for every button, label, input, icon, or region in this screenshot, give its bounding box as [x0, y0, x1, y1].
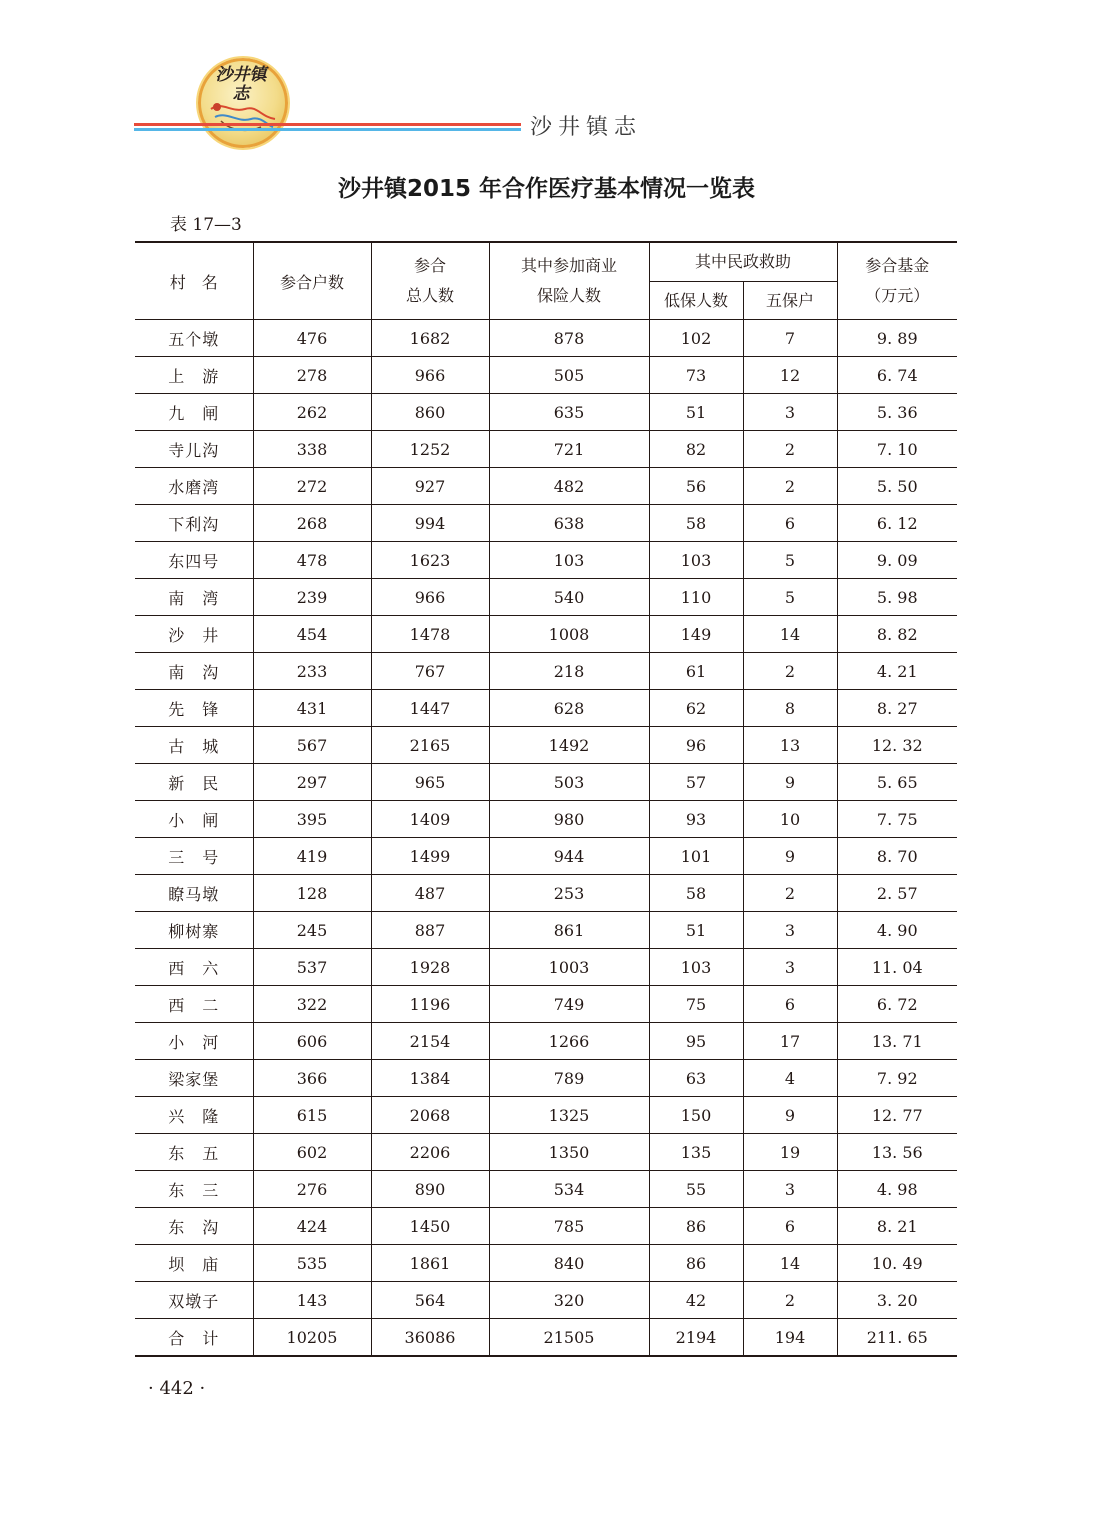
cell-commercial-insured: 218	[489, 653, 649, 690]
cell-commercial-insured: 635	[489, 394, 649, 431]
cell-households: 567	[253, 727, 371, 764]
cell-wubao-count: 2	[743, 431, 837, 468]
cell-households: 537	[253, 949, 371, 986]
cell-village-name: 九 闸	[135, 394, 253, 431]
cell-wubao-count: 7	[743, 320, 837, 357]
table-row	[135, 801, 957, 838]
table-row	[135, 1097, 957, 1134]
table-row	[135, 616, 957, 653]
cell-total-people: 966	[371, 357, 489, 394]
cell-wubao-count: 14	[743, 1245, 837, 1282]
cell-wubao-count: 17	[743, 1023, 837, 1060]
cell-wubao-count: 10	[743, 801, 837, 838]
cell-wubao-count: 2	[743, 653, 837, 690]
page-number: · 442 ·	[148, 1378, 206, 1399]
cell-households: 239	[253, 579, 371, 616]
table-row	[135, 690, 957, 727]
header-rule-red	[134, 123, 521, 126]
cell-village-name: 东四号	[135, 542, 253, 579]
cell-commercial-insured: 1008	[489, 616, 649, 653]
cell-households: 419	[253, 838, 371, 875]
cell-dibao-count: 73	[649, 357, 743, 394]
column-header-commercial-insurance: 其中参加商业 保险人数	[489, 242, 649, 320]
cell-dibao-count: 95	[649, 1023, 743, 1060]
cell-village-name: 小 闸	[135, 801, 253, 838]
cell-dibao-count: 86	[649, 1245, 743, 1282]
cell-fund-amount: 6. 72	[837, 986, 957, 1023]
cell-households: 395	[253, 801, 371, 838]
table-row	[135, 1282, 957, 1319]
cell-wubao-count: 2	[743, 468, 837, 505]
cell-households: 535	[253, 1245, 371, 1282]
cell-total-people: 887	[371, 912, 489, 949]
cell-wubao-count: 14	[743, 616, 837, 653]
table-row	[135, 1134, 957, 1171]
cell-dibao-count: 61	[649, 653, 743, 690]
cell-wubao-count: 2	[743, 1282, 837, 1319]
cell-total-people: 2206	[371, 1134, 489, 1171]
cell-total-people: 1682	[371, 320, 489, 357]
table-row	[135, 912, 957, 949]
cell-village-name: 上 游	[135, 357, 253, 394]
cell-village-name: 先 锋	[135, 690, 253, 727]
cell-total-people: 1447	[371, 690, 489, 727]
cell-fund-amount: 5. 50	[837, 468, 957, 505]
cell-fund-amount: 4. 90	[837, 912, 957, 949]
cell-village-name: 南 湾	[135, 579, 253, 616]
cell-dibao-count: 101	[649, 838, 743, 875]
cell-fund-amount: 5. 65	[837, 764, 957, 801]
cell-commercial-insured: 840	[489, 1245, 649, 1282]
cell-wubao-count: 19	[743, 1134, 837, 1171]
table-number: 表 17—3	[170, 215, 242, 235]
cell-total-people: 767	[371, 653, 489, 690]
cell-commercial-insured: 1003	[489, 949, 649, 986]
cell-commercial-insured: 253	[489, 875, 649, 912]
cell-total-people: 1623	[371, 542, 489, 579]
cell-wubao-count: 12	[743, 357, 837, 394]
cell-total-people: 487	[371, 875, 489, 912]
cell-wubao-count: 13	[743, 727, 837, 764]
cell-wubao-count: 9	[743, 764, 837, 801]
cell-households: 262	[253, 394, 371, 431]
cell-households: 297	[253, 764, 371, 801]
cell-total-people: 994	[371, 505, 489, 542]
cell-total-people: 890	[371, 1171, 489, 1208]
cell-households: 602	[253, 1134, 371, 1171]
cell-dibao-count: 51	[649, 394, 743, 431]
cell-fund-amount: 6. 74	[837, 357, 957, 394]
cell-total-people: 860	[371, 394, 489, 431]
cell-village-name: 东 沟	[135, 1208, 253, 1245]
cell-village-name: 西 二	[135, 986, 253, 1023]
cell-commercial-insured: 789	[489, 1060, 649, 1097]
table-row	[135, 727, 957, 764]
cell-households: 615	[253, 1097, 371, 1134]
cell-village-name: 三 号	[135, 838, 253, 875]
cell-dibao-count: 63	[649, 1060, 743, 1097]
cell-fund-amount: 9. 89	[837, 320, 957, 357]
table-row	[135, 1023, 957, 1060]
table-row	[135, 431, 957, 468]
cell-households: 272	[253, 468, 371, 505]
medical-cooperation-table	[135, 241, 957, 1357]
cell-fund-amount: 7. 75	[837, 801, 957, 838]
cell-commercial-insured: 1266	[489, 1023, 649, 1060]
cell-households: 478	[253, 542, 371, 579]
cell-commercial-insured: 503	[489, 764, 649, 801]
cell-dibao-count: 56	[649, 468, 743, 505]
cell-wubao-count: 2	[743, 875, 837, 912]
cell-village-name: 坝 庙	[135, 1245, 253, 1282]
cell-fund-amount: 2. 57	[837, 875, 957, 912]
cell-dibao-count: 75	[649, 986, 743, 1023]
cell-dibao-count: 42	[649, 1282, 743, 1319]
cell-village-name: 五个墩	[135, 320, 253, 357]
cell-village-name: 古 城	[135, 727, 253, 764]
table-row	[135, 394, 957, 431]
cell-village-name: 梁家堡	[135, 1060, 253, 1097]
cell-dibao-count: 57	[649, 764, 743, 801]
cell-commercial-insured: 505	[489, 357, 649, 394]
cell-commercial-insured: 103	[489, 542, 649, 579]
column-header-wubao: 五保户	[743, 282, 837, 320]
cell-commercial-insured: 21505	[489, 1319, 649, 1357]
cell-households: 245	[253, 912, 371, 949]
cell-village-name: 南 沟	[135, 653, 253, 690]
cell-village-name: 兴 隆	[135, 1097, 253, 1134]
table-row	[135, 542, 957, 579]
cell-households: 276	[253, 1171, 371, 1208]
cell-dibao-count: 103	[649, 949, 743, 986]
cell-households: 10205	[253, 1319, 371, 1357]
cell-fund-amount: 5. 98	[837, 579, 957, 616]
cell-total-people: 1928	[371, 949, 489, 986]
header-rule-blue	[134, 128, 521, 131]
cell-households: 606	[253, 1023, 371, 1060]
cell-commercial-insured: 861	[489, 912, 649, 949]
cell-fund-amount: 7. 92	[837, 1060, 957, 1097]
book-title: 沙井镇志	[530, 115, 643, 140]
cell-total-people: 1478	[371, 616, 489, 653]
table-row	[135, 468, 957, 505]
cell-wubao-count: 6	[743, 505, 837, 542]
table-body	[135, 320, 957, 1357]
column-header-households: 参合户数	[253, 242, 371, 320]
cell-fund-amount: 4. 21	[837, 653, 957, 690]
table-row	[135, 653, 957, 690]
table-title: 沙井镇2015 年合作医疗基本情况一览表	[337, 176, 756, 202]
cell-fund-amount: 4. 98	[837, 1171, 957, 1208]
cell-households: 424	[253, 1208, 371, 1245]
cell-dibao-count: 82	[649, 431, 743, 468]
cell-wubao-count: 8	[743, 690, 837, 727]
cell-fund-amount: 12. 32	[837, 727, 957, 764]
cell-households: 366	[253, 1060, 371, 1097]
cell-commercial-insured: 878	[489, 320, 649, 357]
cell-village-name: 合 计	[135, 1319, 253, 1357]
table-row	[135, 1245, 957, 1282]
cell-commercial-insured: 1492	[489, 727, 649, 764]
cell-total-people: 564	[371, 1282, 489, 1319]
page-header	[0, 0, 1093, 150]
cell-village-name: 柳树寨	[135, 912, 253, 949]
cell-households: 322	[253, 986, 371, 1023]
cell-dibao-count: 149	[649, 616, 743, 653]
table-row	[135, 505, 957, 542]
cell-total-people: 2165	[371, 727, 489, 764]
cell-fund-amount: 5. 36	[837, 394, 957, 431]
cell-dibao-count: 2194	[649, 1319, 743, 1357]
cell-dibao-count: 96	[649, 727, 743, 764]
cell-households: 268	[253, 505, 371, 542]
cell-village-name: 新 民	[135, 764, 253, 801]
cell-village-name: 下利沟	[135, 505, 253, 542]
cell-fund-amount: 3. 20	[837, 1282, 957, 1319]
cell-village-name: 西 六	[135, 949, 253, 986]
cell-total-people: 1409	[371, 801, 489, 838]
cell-dibao-count: 58	[649, 875, 743, 912]
cell-households: 338	[253, 431, 371, 468]
cell-village-name: 水磨湾	[135, 468, 253, 505]
cell-dibao-count: 55	[649, 1171, 743, 1208]
cell-wubao-count: 194	[743, 1319, 837, 1357]
cell-fund-amount: 11. 04	[837, 949, 957, 986]
cell-commercial-insured: 944	[489, 838, 649, 875]
column-header-fund: 参合基金 （万元）	[837, 242, 957, 320]
cell-dibao-count: 62	[649, 690, 743, 727]
cell-total-people: 1196	[371, 986, 489, 1023]
cell-village-name: 东 三	[135, 1171, 253, 1208]
cell-dibao-count: 150	[649, 1097, 743, 1134]
column-header-dibao: 低保人数	[649, 282, 743, 320]
cell-dibao-count: 58	[649, 505, 743, 542]
table-row	[135, 764, 957, 801]
cell-village-name: 双墩子	[135, 1282, 253, 1319]
cell-commercial-insured: 721	[489, 431, 649, 468]
cell-village-name: 东 五	[135, 1134, 253, 1171]
cell-fund-amount: 8. 27	[837, 690, 957, 727]
cell-wubao-count: 3	[743, 1171, 837, 1208]
cell-village-name: 瞭马墩	[135, 875, 253, 912]
cell-total-people: 1499	[371, 838, 489, 875]
cell-wubao-count: 9	[743, 1097, 837, 1134]
table-row	[135, 579, 957, 616]
cell-commercial-insured: 1325	[489, 1097, 649, 1134]
cell-dibao-count: 135	[649, 1134, 743, 1171]
column-header-civil-aid: 其中民政救助	[649, 242, 837, 282]
cell-fund-amount: 6. 12	[837, 505, 957, 542]
table-row	[135, 1060, 957, 1097]
cell-dibao-count: 102	[649, 320, 743, 357]
logo-text: 沙井镇志	[215, 65, 267, 104]
cell-total-people: 36086	[371, 1319, 489, 1357]
cell-total-people: 1861	[371, 1245, 489, 1282]
table-row	[135, 1208, 957, 1245]
table-row	[135, 1171, 957, 1208]
cell-total-people: 1252	[371, 431, 489, 468]
cell-total-people: 1384	[371, 1060, 489, 1097]
cell-fund-amount: 8. 21	[837, 1208, 957, 1245]
cell-wubao-count: 3	[743, 949, 837, 986]
cell-dibao-count: 110	[649, 579, 743, 616]
cell-fund-amount: 7. 10	[837, 431, 957, 468]
cell-households: 278	[253, 357, 371, 394]
cell-total-people: 966	[371, 579, 489, 616]
table-row	[135, 357, 957, 394]
cell-village-name: 小 河	[135, 1023, 253, 1060]
cell-total-people: 2154	[371, 1023, 489, 1060]
cell-fund-amount: 10. 49	[837, 1245, 957, 1282]
cell-wubao-count: 5	[743, 579, 837, 616]
cell-wubao-count: 3	[743, 394, 837, 431]
cell-dibao-count: 93	[649, 801, 743, 838]
cell-total-people: 927	[371, 468, 489, 505]
cell-fund-amount: 211. 65	[837, 1319, 957, 1357]
cell-commercial-insured: 980	[489, 801, 649, 838]
cell-households: 431	[253, 690, 371, 727]
cell-fund-amount: 13. 71	[837, 1023, 957, 1060]
total-row	[135, 1319, 957, 1357]
column-header-village: 村 名	[135, 242, 253, 320]
cell-commercial-insured: 320	[489, 1282, 649, 1319]
cell-fund-amount: 8. 82	[837, 616, 957, 653]
cell-village-name: 寺儿沟	[135, 431, 253, 468]
cell-total-people: 965	[371, 764, 489, 801]
cell-households: 233	[253, 653, 371, 690]
cell-commercial-insured: 628	[489, 690, 649, 727]
cell-commercial-insured: 749	[489, 986, 649, 1023]
table-row	[135, 949, 957, 986]
cell-households: 454	[253, 616, 371, 653]
cell-commercial-insured: 540	[489, 579, 649, 616]
cell-commercial-insured: 534	[489, 1171, 649, 1208]
cell-commercial-insured: 1350	[489, 1134, 649, 1171]
cell-commercial-insured: 482	[489, 468, 649, 505]
cell-dibao-count: 51	[649, 912, 743, 949]
cell-wubao-count: 9	[743, 838, 837, 875]
column-header-total-people: 参合 总人数	[371, 242, 489, 320]
table-row	[135, 875, 957, 912]
cell-commercial-insured: 785	[489, 1208, 649, 1245]
cell-commercial-insured: 638	[489, 505, 649, 542]
cell-dibao-count: 86	[649, 1208, 743, 1245]
cell-households: 476	[253, 320, 371, 357]
cell-dibao-count: 103	[649, 542, 743, 579]
table-row	[135, 320, 957, 357]
table-row	[135, 838, 957, 875]
cell-total-people: 1450	[371, 1208, 489, 1245]
cell-fund-amount: 8. 70	[837, 838, 957, 875]
cell-wubao-count: 3	[743, 912, 837, 949]
cell-households: 128	[253, 875, 371, 912]
cell-fund-amount: 9. 09	[837, 542, 957, 579]
cell-fund-amount: 13. 56	[837, 1134, 957, 1171]
cell-households: 143	[253, 1282, 371, 1319]
table-row	[135, 986, 957, 1023]
cell-wubao-count: 5	[743, 542, 837, 579]
cell-wubao-count: 6	[743, 1208, 837, 1245]
cell-village-name: 沙 井	[135, 616, 253, 653]
cell-wubao-count: 4	[743, 1060, 837, 1097]
cell-fund-amount: 12. 77	[837, 1097, 957, 1134]
cell-wubao-count: 6	[743, 986, 837, 1023]
cell-total-people: 2068	[371, 1097, 489, 1134]
